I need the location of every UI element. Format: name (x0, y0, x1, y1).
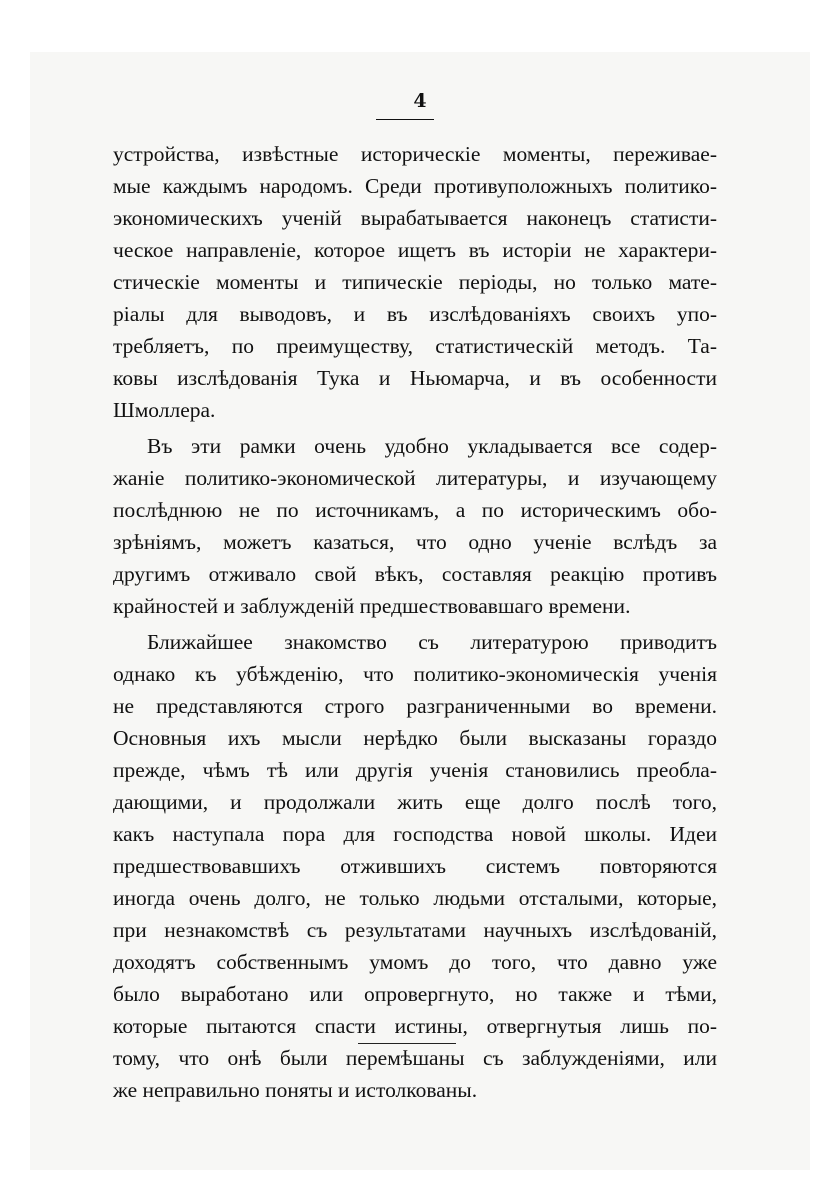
paragraph-3-line-7: какъ наступала пора для господства новой школы. Идеи (113, 822, 717, 846)
paragraph-3-line-12: было выработано или опровергнуто, но также и тѣми, (113, 982, 717, 1006)
paragraph-2-line-5: другимъ отживало свой вѣкъ, составляя реакцію противъ (113, 562, 717, 586)
paragraph-3-line-4: Основныя ихъ мысли нерѣдко были высказаны гораздо (113, 726, 717, 750)
paragraph-1-line-4: ческое направленіе, которое ищетъ въ исторіи не характери- (113, 238, 717, 262)
paragraph-1-line-2: мые каждымъ народомъ. Среди противуположныхъ политико- (113, 174, 717, 198)
page-number: 4 (413, 90, 427, 112)
paragraph-1-line-6: ріалы для выводовъ, и въ изслѣдованіяхъ своихъ упо- (113, 302, 717, 326)
paragraph-1-line-8: ковы изслѣдованія Тука и Ньюмарча, и въ особенности (113, 366, 717, 390)
paragraph-3-line-2: однако къ убѣжденію, что политико-экономическія ученія (113, 662, 717, 686)
paragraph-3-line-1: Ближайшее знакомство съ литературою приводитъ (147, 630, 717, 654)
paragraph-2-line-2: жаніе политико-экономической литературы, и изучающему (113, 466, 717, 490)
paragraph-3-line-6: дающими, и продолжали жить еще долго послѣ того, (113, 790, 717, 814)
paragraph-1-line-5: стическіе моменты и типическіе періоды, но только мате- (113, 270, 717, 294)
paragraph-2-line-3: послѣднюю не по источникамъ, а по историческимъ обо- (113, 498, 717, 522)
paragraph-2-line-1: Въ эти рамки очень удобно укладывается все содер- (147, 434, 717, 458)
paragraph-3-line-11: доходятъ собственнымъ умомъ до того, что давно уже (113, 950, 717, 974)
paragraph-1-line-3: экономическихъ ученій вырабатывается наконецъ статисти- (113, 206, 717, 230)
section-end-rule (358, 1043, 456, 1044)
paragraph-3-line-15: же неправильно поняты и истолкованы. (113, 1078, 478, 1102)
paragraph-1-line-9: Шмоллера. (113, 398, 216, 422)
paragraph-1-line-1: устройства, извѣстные историческіе моменты, переживае- (113, 142, 717, 166)
paragraph-2-line-4: зрѣніямъ, можетъ казаться, что одно ученіе вслѣдъ за (113, 530, 717, 554)
paragraph-3-line-10: при незнакомствѣ съ результатами научныхъ изслѣдованій, (113, 918, 717, 942)
paragraph-3-line-3: не представляются строго разграниченными во времени. (113, 694, 717, 718)
paragraph-3-line-5: прежде, чѣмъ тѣ или другія ученія становились преобла- (113, 758, 717, 782)
paragraph-3-line-14: тому, что онѣ были перемѣшаны съ заблужденіями, или (113, 1046, 717, 1070)
body-text (113, 138, 717, 1106)
paragraph-3-line-13: которые пытаются спасти истины, отвергнутыя лишь по- (113, 1014, 717, 1038)
paragraph-2-line-6: крайностей и заблужденій предшествовавшаго времени. (113, 594, 631, 618)
paragraph-3-line-8: предшествовавшихъ отжившихъ системъ повторяются (113, 854, 717, 878)
paragraph-3-line-9: иногда очень долго, не только людьми отсталыми, которые, (113, 886, 717, 910)
page-number-rule (376, 119, 434, 120)
paragraph-1-line-7: требляетъ, по преимуществу, статистическій методъ. Та- (113, 334, 717, 358)
